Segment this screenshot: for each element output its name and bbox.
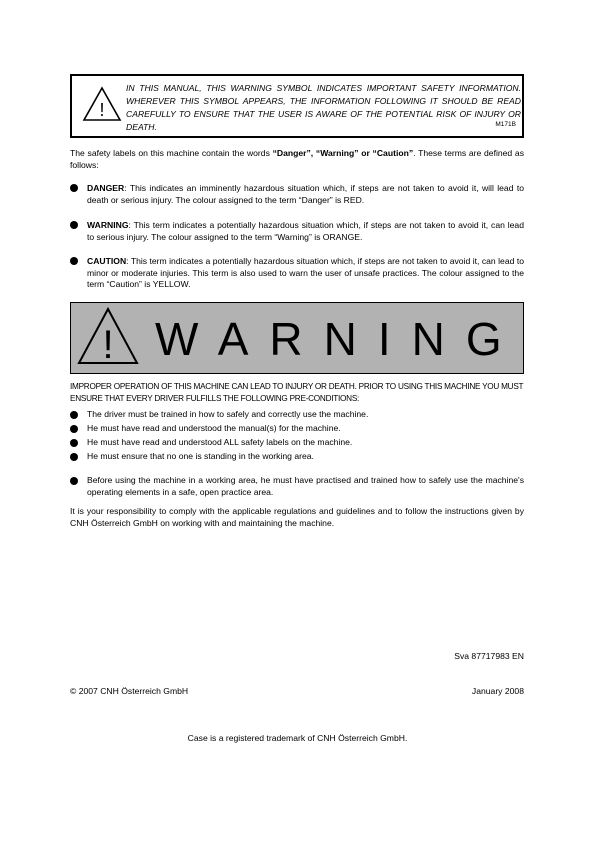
term-label: WARNING xyxy=(87,220,129,230)
svg-text:!: ! xyxy=(102,323,114,365)
term-definition: : This indicates an imminently hazardous situation which, if steps are not taken to avoid it, will lead to death or serious injury. The colour assigned to the term “Danger” is RED. xyxy=(87,183,524,205)
term-label: CAUTION xyxy=(87,256,127,266)
intro-text-before: The safety labels on this machine contain the words xyxy=(70,148,273,158)
svg-text:!: ! xyxy=(99,100,105,120)
precondition-text: Before using the machine in a working area, he must have practised and trained how to safely use the machine's operating elements in a safe, open practice area. xyxy=(87,475,524,497)
trademark-notice: Case is a registered trademark of CNH Österreich GmbH. xyxy=(187,733,408,743)
improper-operation-text: IMPROPER OPERATION OF THIS MACHINE CAN LEAD TO INJURY OR DEATH. PRIOR TO USING THIS MACHINE YOU MUST ENSURE THAT EVERY DRIVER FULFILLS THE FOLLOWING PRE-CONDITIONS: xyxy=(70,382,524,403)
precondition-text: He must have read and understood the manual(s) for the machine. xyxy=(87,423,341,433)
safety-notice-code: M171B xyxy=(495,121,516,128)
warning-banner xyxy=(70,302,524,374)
copyright-notice: © 2007 CNH Österreich GmbH xyxy=(70,686,189,696)
bullet-icon xyxy=(70,453,78,461)
bullet-icon xyxy=(70,439,78,447)
warning-triangle-icon xyxy=(77,307,139,365)
precondition-text: He must have read and understood ALL safety labels on the machine. xyxy=(87,437,353,447)
bullet-icon xyxy=(70,184,78,192)
safety-notice-body: IN THIS MANUAL, THIS WARNING SYMBOL INDICATES IMPORTANT SAFETY INFORMATION. WHEREVER THIS SYMBOL APPEARS, THE INFORMATION FOLLOWING IT SHOULD BE READ CAREFULLY TO ENSURE THAT THE USER IS AWARE OF THE POTENTIAL RISK OF INJURY OR DEATH. xyxy=(126,83,521,132)
bullet-icon xyxy=(70,425,78,433)
precondition-text: The driver must be trained in how to safely and correctly use the machine. xyxy=(87,409,369,419)
term-definition: : This term indicates a potentially hazardous situation which, if steps are not taken to avoid it, can lead to minor or moderate injuries. This term is also used to warn the user of unsafe practices. The colour assigned to the term “Caution” is YELLOW. xyxy=(87,256,524,289)
bullet-icon xyxy=(70,221,78,229)
intro-paragraph xyxy=(70,148,524,171)
intro-text-after: . These terms are defined as follows: xyxy=(70,148,524,170)
bullet-icon xyxy=(70,257,78,265)
bullet-icon xyxy=(70,477,78,485)
precondition-text: He must ensure that no one is standing in the working area. xyxy=(87,451,314,461)
warning-triangle-icon xyxy=(82,86,122,122)
safety-notice-text xyxy=(126,82,521,134)
publication-date: January 2008 xyxy=(471,686,524,696)
document-code: Sva 87717983 EN xyxy=(454,651,524,661)
term-definition: : This term indicates a potentially hazardous situation which, if steps are not taken to avoid it, can lead to serious injury. The colour assigned to the term “Warning” is ORANGE. xyxy=(87,220,524,242)
safety-notice-box xyxy=(70,74,524,138)
responsibility-paragraph: It is your responsibility to comply with the applicable regulations and guidelines and to follow the instructions given by CNH Österreich GmbH on working with and maintaining the machine. xyxy=(70,506,524,528)
intro-bold-terms: “Danger”, “Warning” or “Caution” xyxy=(272,148,414,158)
bullet-icon xyxy=(70,411,78,419)
warning-banner-word: WARNING xyxy=(155,313,523,365)
term-label: DANGER xyxy=(87,183,125,193)
